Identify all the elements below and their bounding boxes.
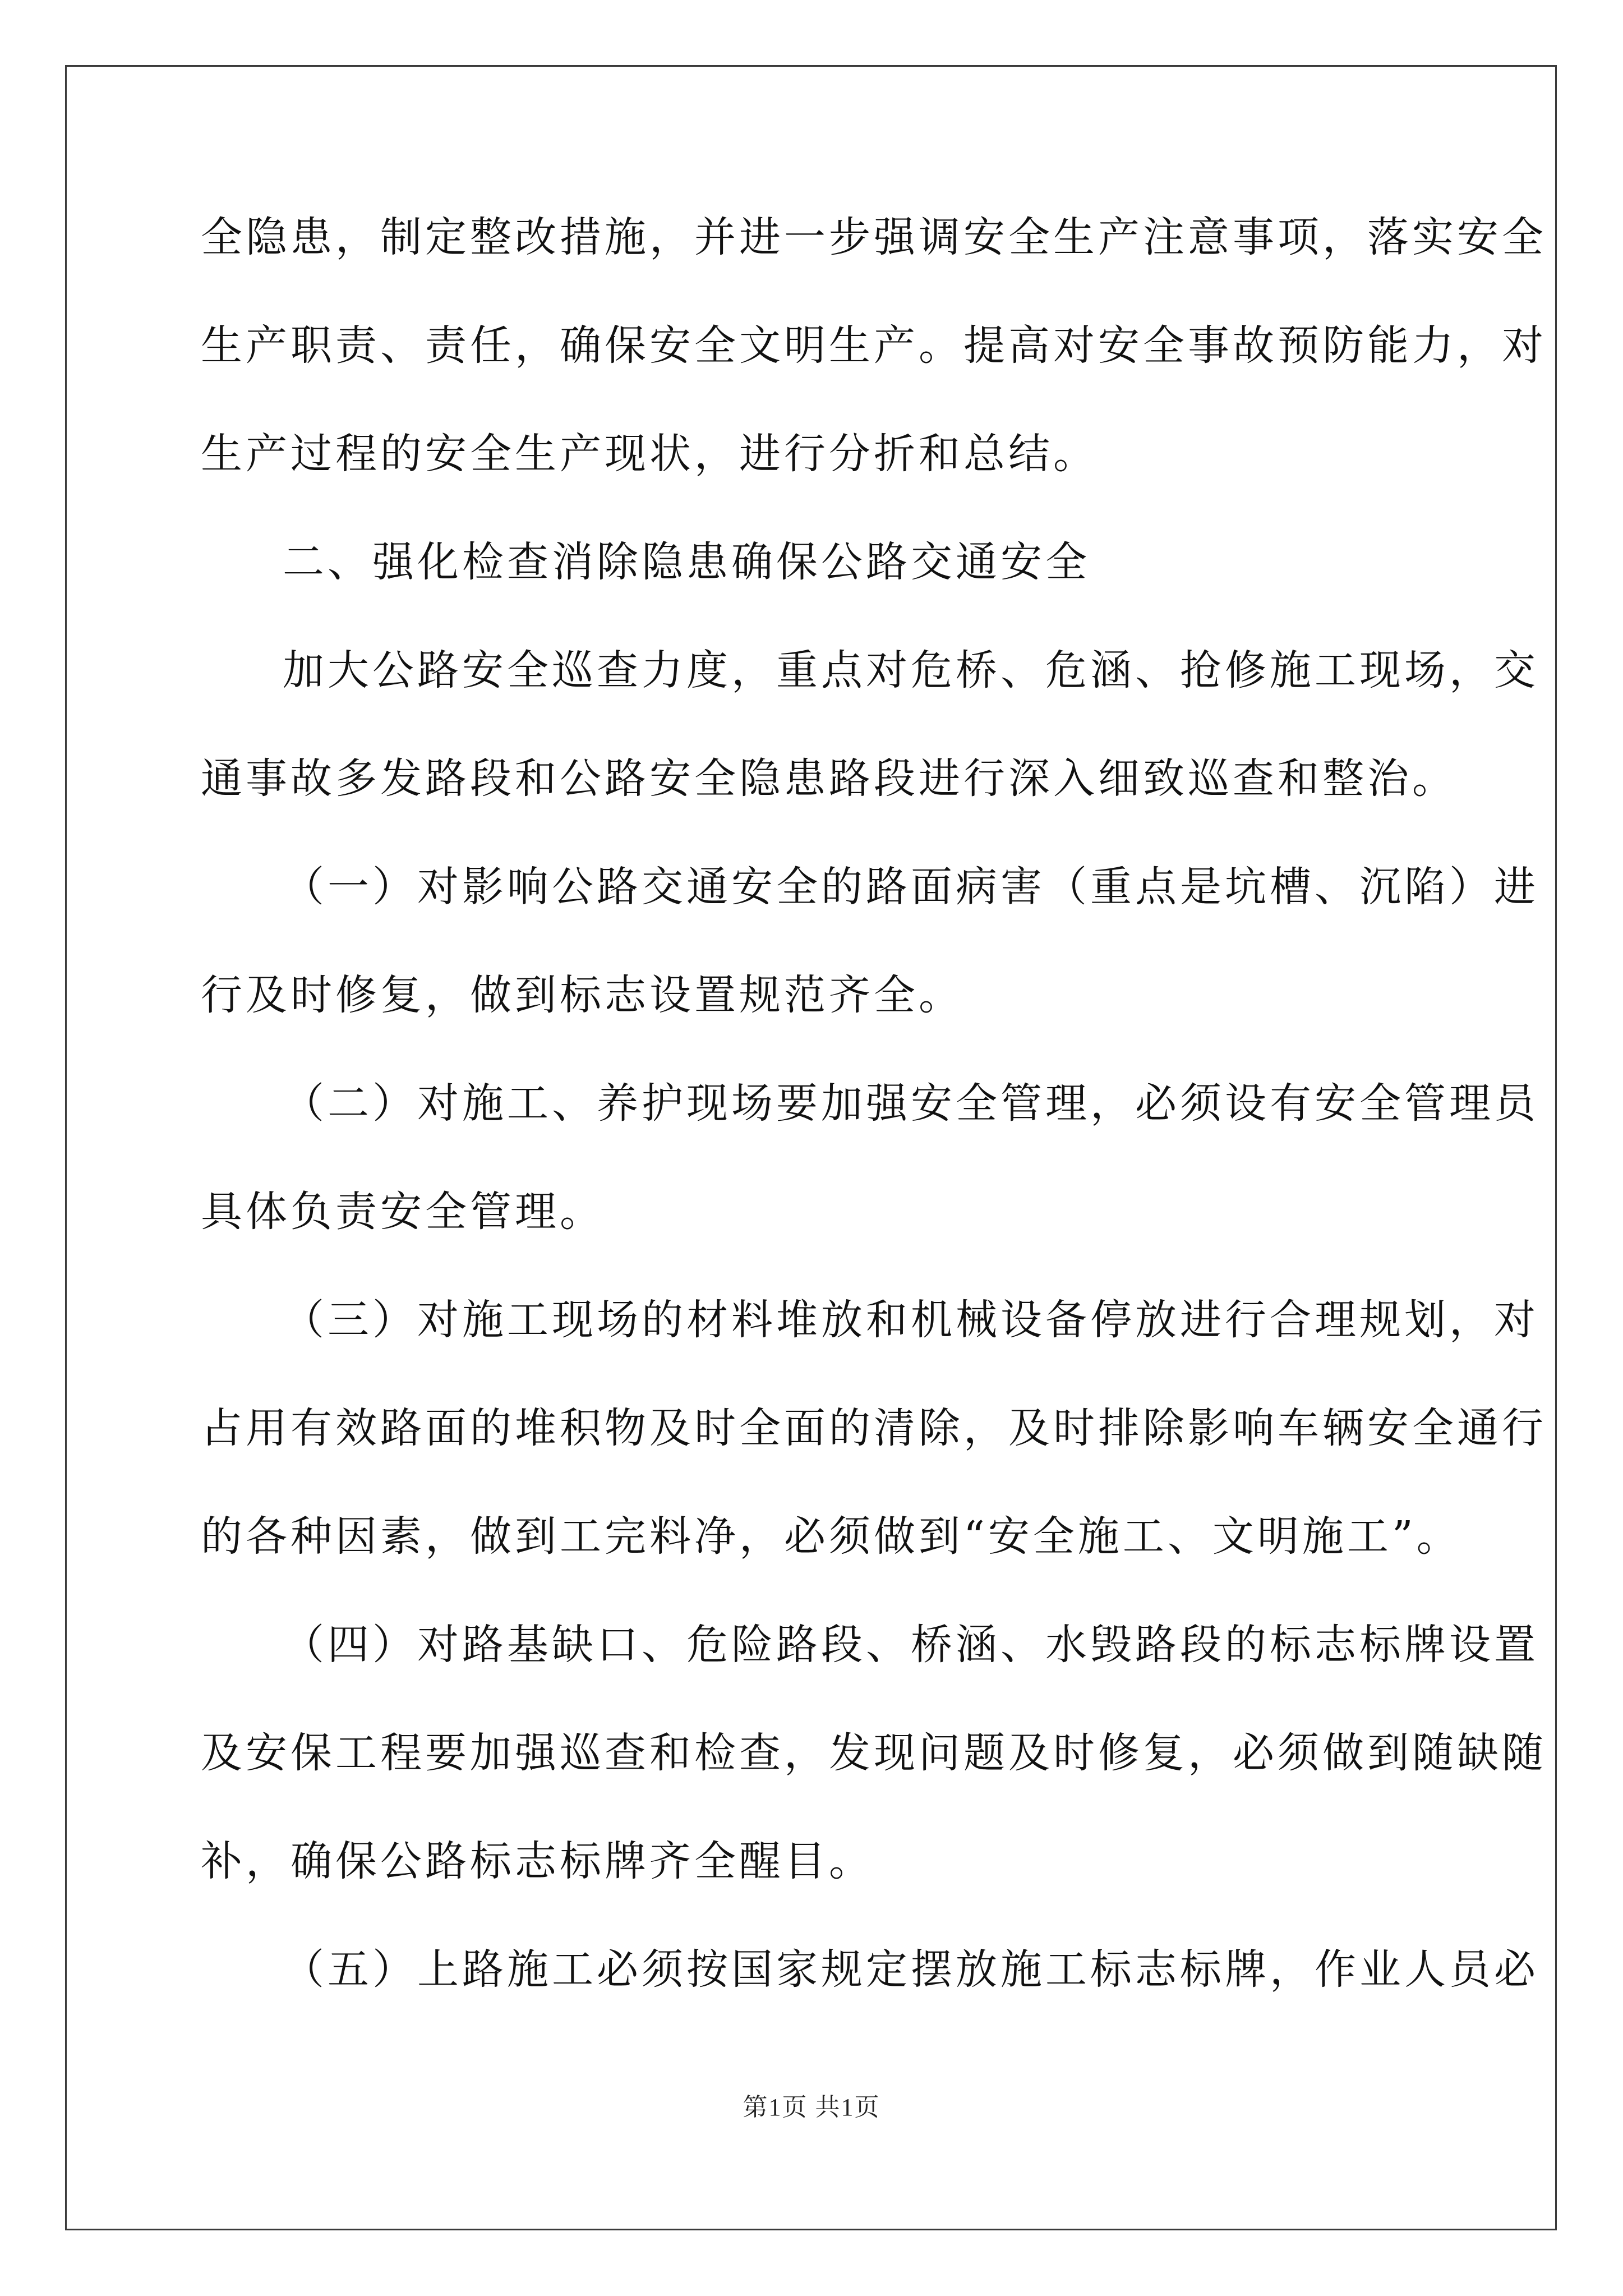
text-line-5: 加大公路安全巡查力度，重点对危桥、危涵、抢修施工现场，交 (283, 646, 1539, 694)
text-line-8: 行及时修复，做到标志设置规范齐全。 (201, 971, 963, 1019)
text-line-6: 通事故多发路段和公路安全隐患路段进行深入细致巡查和整治。 (201, 754, 1457, 803)
text-line-12: 占用有效路面的堆积物及时全面的清除，及时排除影响车辆安全通行 (201, 1404, 1547, 1452)
text-line-1: 全隐患，制定整改措施，并进一步强调安全生产注意事项，落实安全 (201, 213, 1547, 261)
text-line-14: （四）对路基缺口、危险路段、桥涵、水毁路段的标志标牌设置 (283, 1621, 1539, 1669)
text-line-11: （三）对施工现场的材料堆放和机械设备停放进行合理规划，对 (283, 1296, 1539, 1344)
page-number-footer: 第1页 共1页 (743, 2093, 880, 2121)
text-line-17: （五）上路施工必须按国家规定摆放施工标志标牌，作业人员必 (283, 1945, 1539, 1994)
text-line-10: 具体负责安全管理。 (201, 1188, 605, 1236)
text-line-2: 生产职责、责任，确保安全文明生产。提高对安全事故预防能力，对 (201, 321, 1547, 370)
text-line-16: 补，确保公路标志标牌齐全醒目。 (201, 1837, 874, 1885)
text-line-13: 的各种因素，做到工完料净，必须做到“安全施工、文明施工”。 (201, 1512, 1461, 1561)
text-line-7: （一）对影响公路交通安全的路面病害（重点是坑槽、沉陷）进 (283, 863, 1539, 911)
page-border (65, 65, 1557, 2230)
text-line-9: （二）对施工、养护现场要加强安全管理，必须设有安全管理员 (283, 1079, 1539, 1128)
section-heading: 二、强化检查消除隐患确保公路交通安全 (283, 538, 1090, 586)
text-line-3: 生产过程的安全生产现状，进行分折和总结。 (201, 430, 1098, 478)
text-line-15: 及安保工程要加强巡查和检查，发现问题及时修复，必须做到随缺随 (201, 1729, 1547, 1777)
